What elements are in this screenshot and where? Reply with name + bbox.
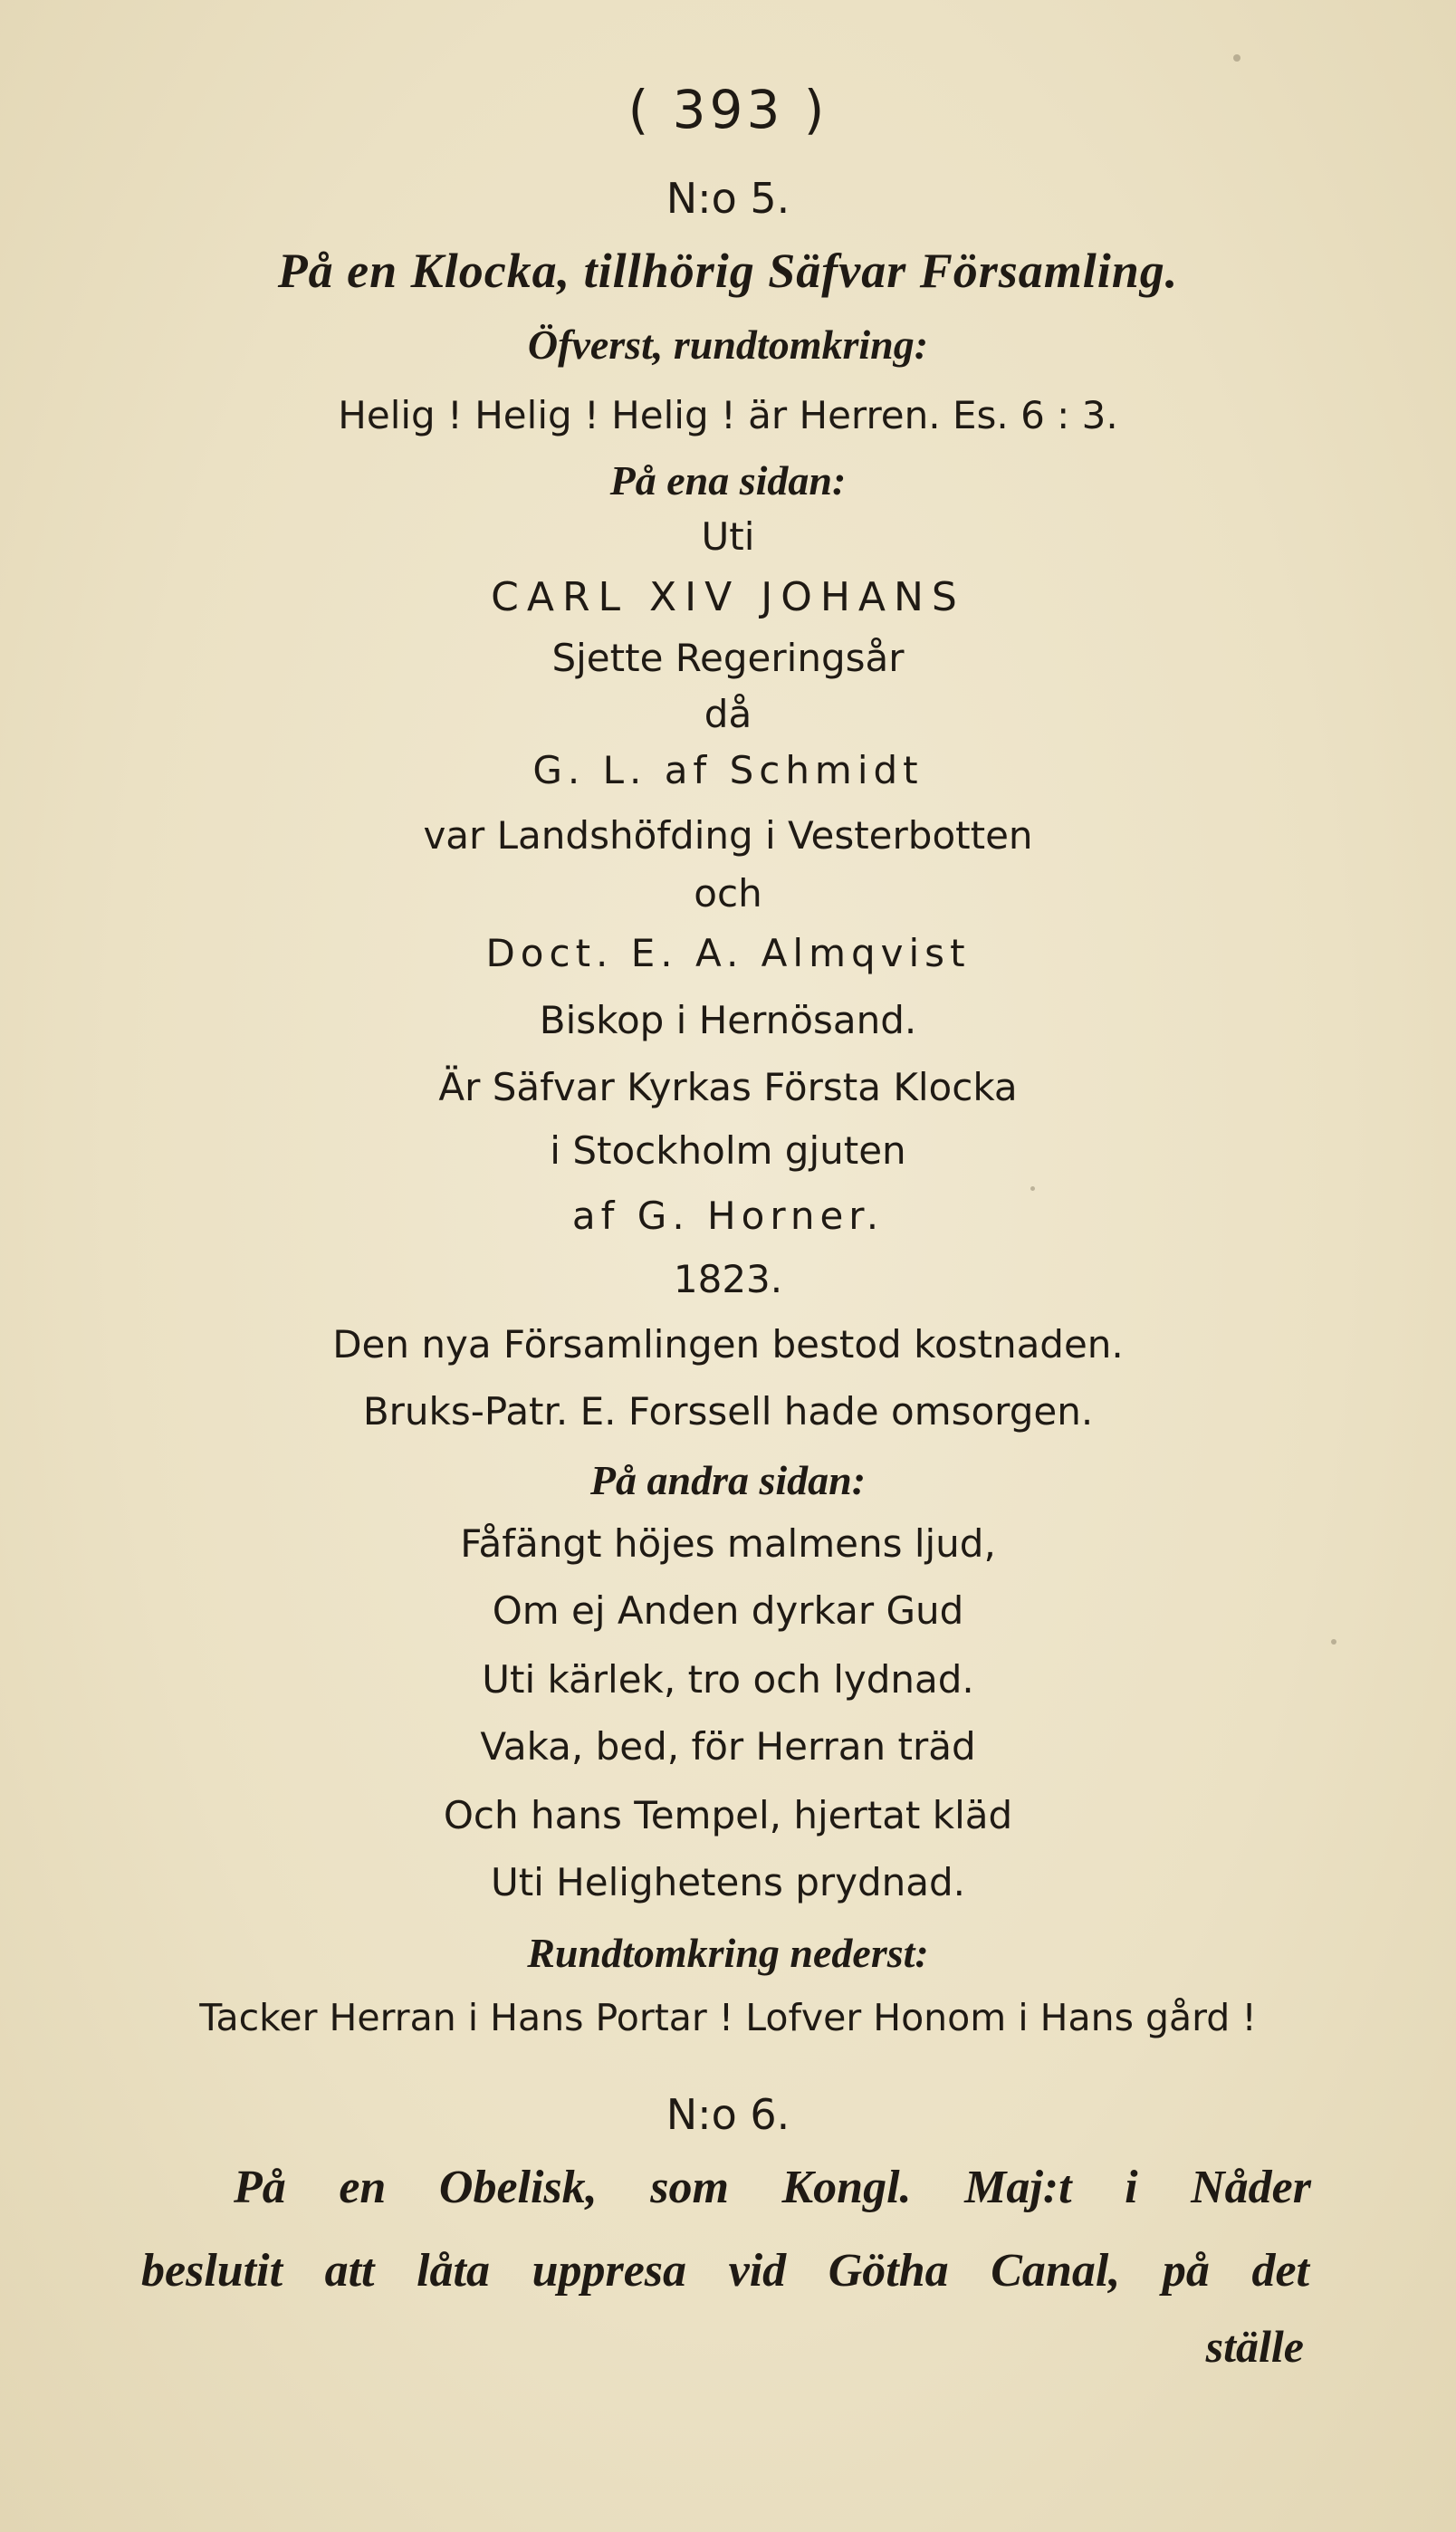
inscription-line: var Landshöfding i Vesterbotten bbox=[423, 813, 1033, 858]
bottom-heading: Rundtomkring nederst: bbox=[527, 1930, 929, 1976]
verse-line: Uti Helighetens prydnad. bbox=[490, 1860, 966, 1904]
inscription-line: Uti bbox=[701, 514, 755, 559]
inscription-line: Bruks-Patr. E. Forssell hade omsorgen. bbox=[362, 1389, 1094, 1434]
inscription-line: Den nya Församlingen bestod kostnaden. bbox=[332, 1322, 1124, 1367]
inscription-line: Doct. E. A. Almqvist bbox=[485, 931, 971, 975]
inscription-line: i Stockholm gjuten bbox=[550, 1128, 906, 1173]
inscription-line: Biskop i Hernösand. bbox=[539, 998, 917, 1042]
inscription-line: då bbox=[704, 692, 752, 736]
paper-speck bbox=[1030, 1186, 1035, 1191]
entry-number-5: N:o 5. bbox=[666, 174, 790, 223]
top-inscription: Helig ! Helig ! Helig ! är Herren. Es. 6 : 3. bbox=[338, 393, 1118, 437]
paper-speck bbox=[1233, 54, 1240, 62]
bottom-inscription: Tacker Herran i Hans Portar ! Lofver Honom i Hans gård ! bbox=[199, 1996, 1257, 2039]
catchword: ställe bbox=[1205, 2321, 1304, 2372]
verse-line: Och hans Tempel, hjertat kläd bbox=[443, 1793, 1013, 1837]
verse-line: Fåfängt höjes malmens ljud, bbox=[460, 1521, 996, 1566]
verse-line: Om ej Anden dyrkar Gud bbox=[492, 1588, 964, 1633]
inscription-line: Sjette Regeringsår bbox=[551, 636, 905, 680]
side1-heading: På ena sidan: bbox=[609, 457, 847, 504]
paper-speck bbox=[1331, 1639, 1336, 1645]
top-heading: Öfverst, rundtomkring: bbox=[527, 321, 929, 368]
inscription-line: af G. Horner. bbox=[571, 1194, 885, 1238]
entry-number-6: N:o 6. bbox=[666, 2090, 790, 2139]
inscription-line: 1823. bbox=[673, 1257, 783, 1301]
inscription-line: och bbox=[694, 871, 762, 916]
verse-line: Uti kärlek, tro och lydnad. bbox=[482, 1657, 974, 1702]
entry-6-title-line2: beslutit att låta uppresa vid Götha Canal, på det bbox=[141, 2245, 1309, 2297]
inscription-line: G. L. af Schmidt bbox=[532, 748, 924, 792]
verse-line: Vaka, bed, för Herran träd bbox=[480, 1724, 976, 1769]
entry-5-title: På en Klocka, tillhörig Säfvar Församling. bbox=[277, 244, 1179, 298]
side2-heading: På andra sidan: bbox=[589, 1457, 867, 1503]
inscription-line: CARL XIV JOHANS bbox=[491, 574, 965, 620]
entry-6-title-line1: På en Obelisk, som Kongl. Maj:t i Nåder bbox=[234, 2162, 1311, 2213]
inscription-line: Är Säfvar Kyrkas Första Klocka bbox=[438, 1065, 1018, 1109]
page-number: ( 393 ) bbox=[627, 79, 829, 140]
